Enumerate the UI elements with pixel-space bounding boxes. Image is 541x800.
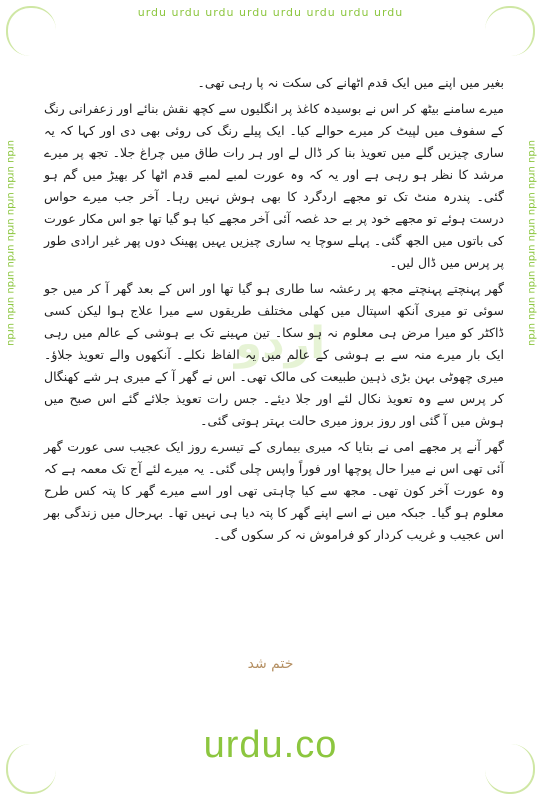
border-pattern-top: urdu urdu urdu urdu urdu urdu urdu urdu <box>137 6 404 19</box>
paragraph: میرے سامنے بیٹھ کر اس نے بوسیدہ کاغذ پر انگلیوں سے کچھ نقش بنائے اور زعفرانی رنگ کے سفوف میں لپیٹ کر میرے حوالے کیا۔ ایک پیلے رنگ کی روئی بھی دی اور کہا کہ یہ ساری چیزیں گلے میں تعویذ بنا کر ڈال لے اور ہر رات طاق میں چراغ جلا۔ تجھ پر میرے مرشد کا نظر ہو رہی ہے اور یہ کہ وہ عورت لمبے لمبے قدم اٹھا کر بھیڑ میں گم ہو گئی۔ پندرہ منٹ تک تو مجھے اردگرد کا بھی ہوش نہیں رہا۔ آخر جب میرے حواس درست ہوئے تو مجھے خود پر بے حد غصہ آئی آخر مجھے کیا ہو گیا تھا جو اس مکار عورت کی باتوں میں الجھ گئی۔ پہلے سوچا یہ ساری چیزیں یہیں پھینک دوں پھر غیر ارادی طور پر پرس میں ڈال لیں۔ <box>44 101 504 270</box>
paragraph: گھر پہنچتے پہنچتے مجھ پر رعشہ سا طاری ہو گیا تھا اور اس کے بعد گھر آ کر میں جو سوئی تو میری آنکھ اسپتال میں کھلی مختلف طریقوں سے میرا علاج ہوا لیکن کسی ڈاکٹر کو میرا مرض ہی معلوم نہ ہو سکا۔ تین مہینے تک بے ہوشی کے عالم میں رہی ایک بار میرے منہ سے بے ہوشی کے عالم میں یہ الفاظ نکلے۔ آنکھوں والے تعویذ جلاؤ۔ میری چھوٹی بہن بڑی ذہین طبیعت کی مالک تھی۔ اس نے گھر آ کے میری ہر شے کھنگال کر پرس سے وہ تعویذ نکال لئے اور جلا دیئے۔ جس رات تعویذ جلائے گئے اس صبح میں ہوش میں آ گئی اور روز بروز میری حالت بہتر ہوتی گئی۔ <box>44 281 504 428</box>
ending-label: ختم شد <box>247 656 294 672</box>
border-pattern-left: urdu urdu urdu urdu urdu urdu urdu urdu <box>5 140 16 346</box>
watermark-logo: اردو <box>234 318 326 369</box>
paragraph: گھر آنے پر مجھے امی نے بتایا کہ میری بیماری کے تیسرے روز ایک عجیب سی عورت گھر آئی تھی اس نے میرا حال پوچھا اور فوراً واپس چلی گئی۔ یہ میرے لئے آج تک معمہ ہے کہ وہ عورت آخر کون تھی۔ مجھ سے کیا چاہتی تھی اور اسے میرے گھر کا پتہ کس طرح معلوم ہو گیا۔ جبکہ میں نے اسے اپنے گھر کا پتہ دیا ہی نہیں تھا۔ بہرحال میں زندگی بھر اس عجیب و غریب کردار کو فراموش نہ کر سکوں گی۔ <box>44 439 504 542</box>
paragraph: بغیر میں اپنے میں ایک قدم اٹھانے کی سکت نہ پا رہی تھی۔ <box>197 75 504 90</box>
site-logo: urdu.co <box>203 724 338 766</box>
border-pattern-right: urdu urdu urdu urdu urdu urdu urdu urdu <box>526 140 537 346</box>
story-body <box>44 72 504 550</box>
